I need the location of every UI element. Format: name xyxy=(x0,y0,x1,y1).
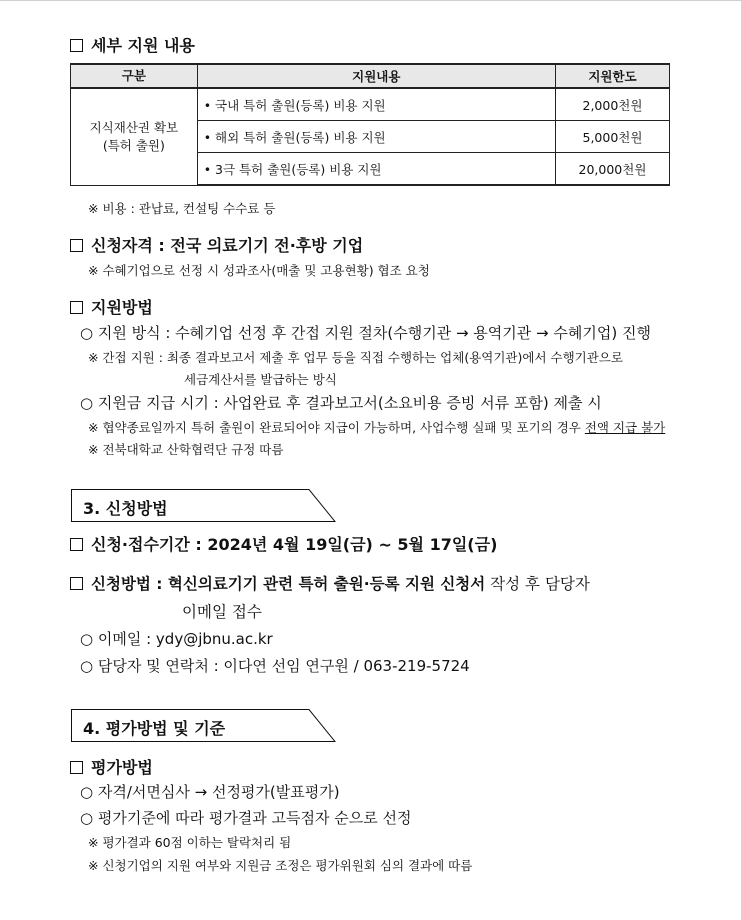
eligibility-title: 신청자격 : 전국 의료기기 전·후방 기업 xyxy=(70,233,363,256)
cost-note: ※ 비용 : 관납료, 컨설팅 수수료 등 xyxy=(88,201,276,216)
section3-method: 신청방법 : 혁신의료기기 관련 특허 출원·등록 지원 신청서 작성 후 담당자 xyxy=(70,572,590,594)
section3-email: ○ 이메일 : ydy@jbnu.ac.kr xyxy=(80,630,273,648)
section4-eval-title: 평가방법 xyxy=(70,755,153,778)
limit-cell: 20,000천원 xyxy=(555,153,669,186)
section3-heading-box xyxy=(71,489,336,522)
support-method-title: 지원방법 xyxy=(70,295,153,318)
table-header-row xyxy=(71,64,670,88)
checkbox-square-icon xyxy=(70,301,83,314)
section3-method-line2: 이메일 접수 xyxy=(182,603,262,621)
content-cell: • 해외 특허 출원(등록) 비용 지원 xyxy=(197,121,555,153)
table-row xyxy=(71,88,670,121)
section3-period: 신청·접수기간 : 2024년 4월 19일(금) ~ 5월 17일(금) xyxy=(70,532,497,555)
category-line2: (특허 출원) xyxy=(102,137,165,153)
header-limit: 지원한도 xyxy=(555,64,669,88)
section4-item1: ○ 자격/서면심사 → 선정평가(발표평가) xyxy=(80,783,340,801)
header-content: 지원내용 xyxy=(197,64,555,88)
content-cell: • 국내 특허 출원(등록) 비용 지원 xyxy=(197,88,555,121)
section3-contact: ○ 담당자 및 연락처 : 이다연 선임 연구원 / 063-219-5724 xyxy=(80,657,470,675)
checkbox-square-icon xyxy=(70,538,83,551)
top-border-line xyxy=(0,0,741,1)
support-method-note2: ※ 협약종료일까지 특허 출원이 완료되어야 지급이 가능하며, 사업수행 실패 및 포기의 경우 전액 지급 불가 xyxy=(88,420,666,435)
section4-note1: ※ 평가결과 60점 이하는 탈락처리 됨 xyxy=(88,835,292,850)
checkbox-square-icon xyxy=(70,239,83,252)
section4-note2: ※ 신청기업의 지원 여부와 지원금 조정은 평가위원회 심의 결과에 따름 xyxy=(88,858,473,873)
checkbox-square-icon xyxy=(70,577,83,590)
category-cell xyxy=(71,88,198,185)
eligibility-note: ※ 수혜기업으로 선정 시 성과조사(매출 및 고용현황) 협조 요청 xyxy=(88,263,430,278)
limit-cell: 5,000천원 xyxy=(555,121,669,153)
support-method-note3: ※ 전북대학교 산학협력단 규정 따름 xyxy=(88,442,284,457)
category-line1: 지식재산권 확보 xyxy=(89,119,179,135)
support-method-note1-line1: ※ 간접 지원 : 최종 결과보고서 제출 후 업무 등을 직접 수행하는 업체(용역기관)에서 수행기관으로 xyxy=(88,350,623,365)
header-category: 구분 xyxy=(71,64,198,88)
content-cell: • 3극 특허 출원(등록) 비용 지원 xyxy=(197,153,555,186)
section4-heading-box xyxy=(71,709,336,742)
support-table xyxy=(70,63,670,186)
checkbox-square-icon xyxy=(70,761,83,774)
support-method-item2: ○ 지원금 지급 시기 : 사업완료 후 결과보고서(소요비용 증빙 서류 포함) 제출 시 xyxy=(80,394,602,412)
limit-cell: 2,000천원 xyxy=(555,88,669,121)
support-method-item1: ○ 지원 방식 : 수혜기업 선정 후 간접 지원 절차(수행기관 → 용역기관 → 수혜기업) 진행 xyxy=(80,324,651,342)
no-payment-underlined: 전액 지급 불가 xyxy=(584,420,666,435)
detail-section-title: 세부 지원 내용 xyxy=(70,33,195,56)
section3-heading: 3. 신청방법 xyxy=(83,499,168,518)
section4-item2: ○ 평가기준에 따라 평가결과 고득점자 순으로 선정 xyxy=(80,809,412,827)
checkbox-square-icon xyxy=(70,39,83,52)
section4-heading: 4. 평가방법 및 기준 xyxy=(83,719,226,738)
support-method-note1-line2: 세금계산서를 발급하는 방식 xyxy=(184,372,337,387)
